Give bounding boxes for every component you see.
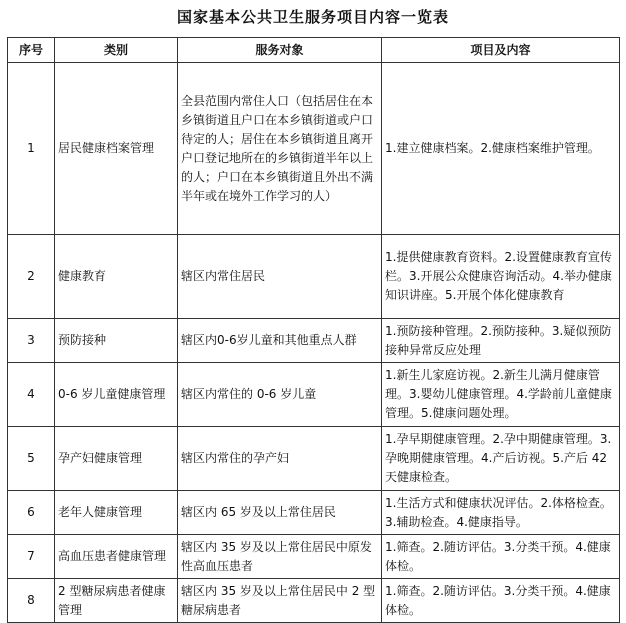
row-target: 辖区内常住的 0-6 岁儿童 [178, 363, 382, 427]
row-items: 1.预防接种管理。2.预防接种。3.疑似预防接种异常反应处理 [382, 319, 620, 363]
table-row [8, 427, 620, 491]
row-items: 1.新生儿家庭访视。2.新生儿满月健康管理。3.婴幼儿健康管理。4.学龄前儿童健康管理。5.健康问题处理。 [382, 363, 620, 427]
row-category: 2 型糖尿病患者健康管理 [55, 579, 178, 623]
row-target: 辖区内常住的孕产妇 [178, 427, 382, 491]
table-row [8, 491, 620, 535]
service-items-table [7, 37, 620, 623]
row-no: 5 [8, 427, 55, 491]
table-row [8, 535, 620, 579]
row-target: 辖区内0-6岁儿童和其他重点人群 [178, 319, 382, 363]
row-category: 孕产妇健康管理 [55, 427, 178, 491]
row-items: 1.生活方式和健康状况评估。2.体格检查。3.辅助检查。4.健康指导。 [382, 491, 620, 535]
table-row [8, 363, 620, 427]
row-category: 0-6 岁儿童健康管理 [55, 363, 178, 427]
table-row [8, 579, 620, 623]
row-items: 1.建立健康档案。2.健康档案维护管理。 [382, 63, 620, 235]
document-title: 国家基本公共卫生服务项目内容一览表 [176, 8, 449, 26]
row-category: 高血压患者健康管理 [55, 535, 178, 579]
row-items: 1.孕早期健康管理。2.孕中期健康管理。3.孕晚期健康管理。4.产后访视。5.产后 42 天健康检查。 [382, 427, 620, 491]
row-no: 8 [8, 579, 55, 623]
row-target: 辖区内常住居民 [178, 235, 382, 319]
table-header-row [8, 38, 620, 63]
table-row [8, 235, 620, 319]
row-category: 健康教育 [55, 235, 178, 319]
row-category: 老年人健康管理 [55, 491, 178, 535]
row-target: 辖区内 65 岁及以上常住居民 [178, 491, 382, 535]
row-target: 全县范围内常住人口（包括居住在本乡镇街道且户口在本乡镇街道或户口待定的人；居住在本乡镇街道且离开户口登记地所在的乡镇街道半年以上的人；户口在本乡镇街道且外出不满半年或在境外工作学习的人） [178, 63, 382, 235]
header-no: 序号 [8, 38, 55, 63]
table-row [8, 63, 620, 235]
row-category: 居民健康档案管理 [55, 63, 178, 235]
header-category: 类别 [55, 38, 178, 63]
row-no: 1 [8, 63, 55, 235]
row-target: 辖区内 35 岁及以上常住居民中 2 型糖尿病患者 [178, 579, 382, 623]
row-no: 3 [8, 319, 55, 363]
row-no: 7 [8, 535, 55, 579]
row-items: 1.筛查。2.随访评估。3.分类干预。4.健康体检。 [382, 579, 620, 623]
header-items: 项目及内容 [382, 38, 620, 63]
row-no: 2 [8, 235, 55, 319]
row-category: 预防接种 [55, 319, 178, 363]
row-no: 4 [8, 363, 55, 427]
header-target: 服务对象 [178, 38, 382, 63]
row-items: 1.筛查。2.随访评估。3.分类干预。4.健康体检。 [382, 535, 620, 579]
row-no: 6 [8, 491, 55, 535]
row-target: 辖区内 35 岁及以上常住居民中原发性高血压患者 [178, 535, 382, 579]
table-row [8, 319, 620, 363]
row-items: 1.提供健康教育资料。2.设置健康教育宣传栏。3.开展公众健康咨询活动。4.举办健康知识讲座。5.开展个体化健康教育 [382, 235, 620, 319]
